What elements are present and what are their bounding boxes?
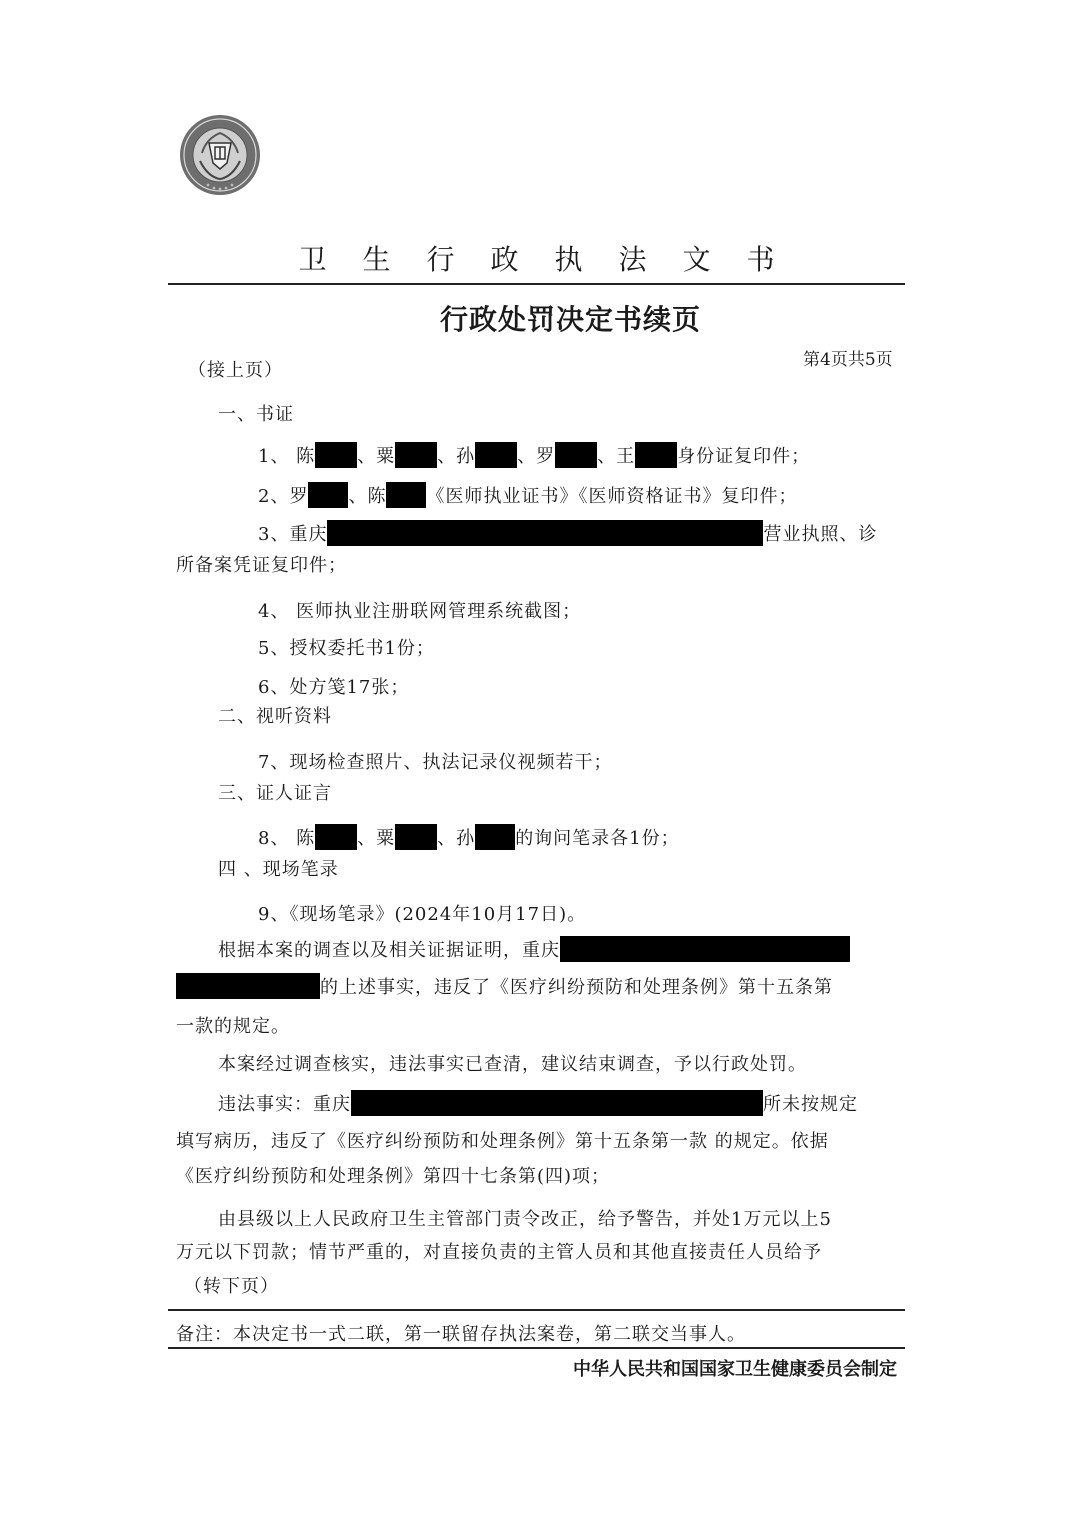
redaction-block xyxy=(560,936,850,962)
evidence-item-5: 5、授权委托书1份； xyxy=(258,638,435,659)
evidence-item-2: 2、罗 、陈 《医师执业证书》《医师资格证书》复印件； xyxy=(258,482,797,508)
section-heading: 四 、现场笔录 xyxy=(218,859,339,880)
redaction-block xyxy=(395,824,437,850)
issuing-authority: 中华人民共和国国家卫生健康委员会制定 xyxy=(573,1359,897,1380)
redaction-block xyxy=(475,824,515,850)
penalty-paragraph-line: 万元以下罚款；情节严重的，对直接负责的主管人员和其他直接责任人员给予 xyxy=(176,1242,822,1263)
redaction-block xyxy=(555,442,597,468)
redaction-block xyxy=(395,442,437,468)
findings-paragraph-line: 的上述事实，违反了《医疗纠纷预防和处理条例》第十五条第 xyxy=(176,973,833,999)
findings-paragraph-line: 根据本案的调查以及相关证据证明，重庆 xyxy=(218,936,850,962)
violation-paragraph-line: 《医疗纠纷预防和处理条例》第四十七条第(四)项； xyxy=(176,1166,611,1187)
evidence-item-6: 6、处方笺17张； xyxy=(258,677,410,698)
evidence-item-3-cont: 所备案凭证复印件； xyxy=(176,555,347,576)
redaction-block xyxy=(315,442,357,468)
evidence-item-7: 7、现场检查照片、执法记录仪视频若干； xyxy=(258,752,613,773)
evidence-item-9: 9、《现场笔录》(2024年10月17日)。 xyxy=(258,904,587,925)
footer-divider xyxy=(168,1309,905,1311)
header-divider xyxy=(168,283,905,285)
evidence-item-4: 4、 医师执业注册联网管理系统截图； xyxy=(258,601,582,622)
redaction-block xyxy=(351,1090,763,1116)
evidence-item-8: 8、 陈 、粟 、孙 的询问笔录各1份； xyxy=(258,824,680,850)
health-inspection-emblem-icon xyxy=(178,113,262,197)
conclusion-paragraph: 本案经过调查核实，违法事实已查清，建议结束调查，予以行政处罚。 xyxy=(218,1054,807,1075)
continued-from-label: （接上页） xyxy=(188,360,283,381)
footer-divider xyxy=(168,1347,905,1349)
page-title: 行政处罚决定书续页 xyxy=(439,303,701,336)
redaction-block xyxy=(475,442,517,468)
section-heading: 一、书证 xyxy=(218,404,294,425)
footer-note: 备注：本决定书一式二联，第一联留存执法案卷，第二联交当事人。 xyxy=(176,1324,746,1345)
violation-paragraph-line: 违法事实：重庆 所未按规定 xyxy=(218,1090,858,1116)
redaction-block xyxy=(327,520,763,546)
redaction-block xyxy=(635,442,677,468)
redaction-block xyxy=(308,482,348,508)
redaction-block xyxy=(386,482,426,508)
violation-paragraph-line: 填写病历，违反了《医疗纠纷预防和处理条例》第十五条第一款 的规定。依据 xyxy=(176,1131,829,1152)
document-type-heading: 卫生行政执法文书 xyxy=(298,243,811,276)
continued-to-label: （转下页） xyxy=(184,1276,279,1297)
section-heading: 三、证人证言 xyxy=(218,783,332,804)
penalty-paragraph-line: 由县级以上人民政府卫生主管部门责令改正，给予警告，并处1万元以上5 xyxy=(218,1209,832,1230)
page-number: 第4页共5页 xyxy=(803,350,893,370)
redaction-block xyxy=(315,824,357,850)
findings-paragraph-line: 一款的规定。 xyxy=(176,1016,290,1037)
evidence-item-1: 1、 陈 、粟 、孙 、罗 、王 身份证复印件； xyxy=(258,442,810,468)
redaction-block xyxy=(176,973,320,999)
evidence-item-3: 3、重庆 营业执照、诊 xyxy=(258,520,877,546)
section-heading: 二、视听资料 xyxy=(218,706,332,727)
